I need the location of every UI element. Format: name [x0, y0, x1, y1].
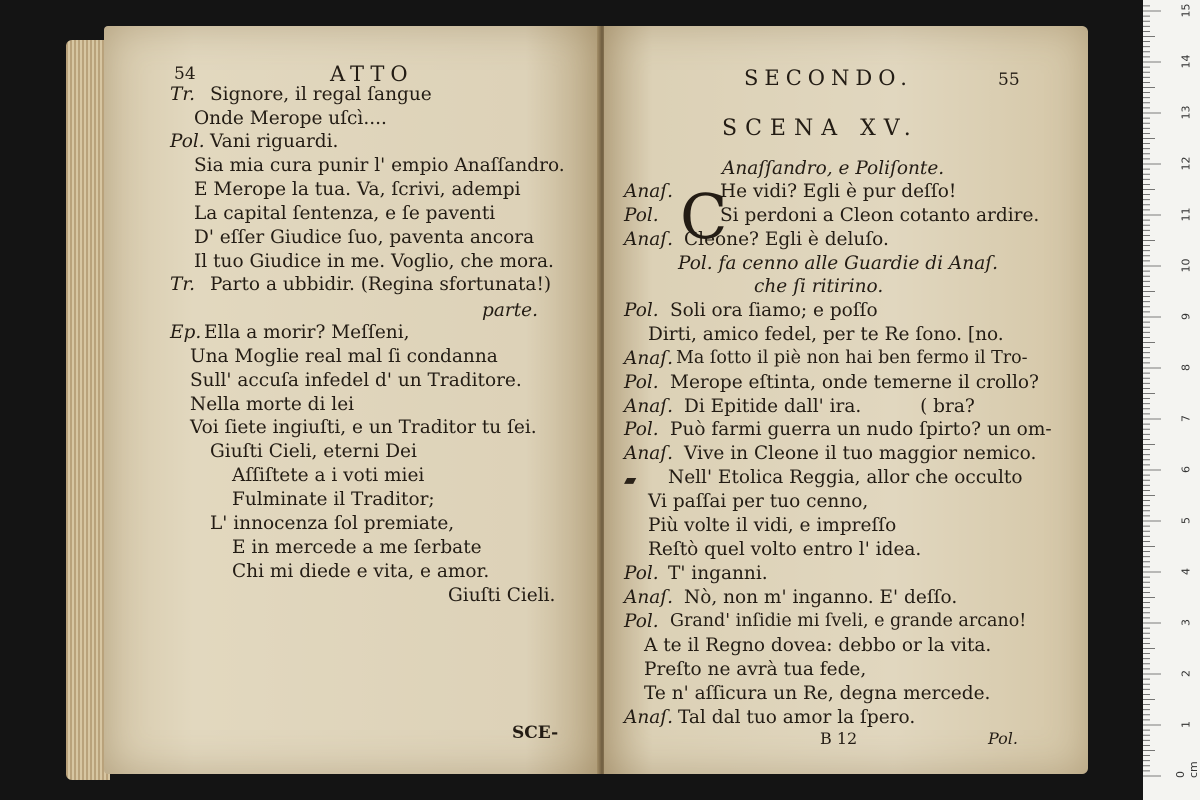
verse-line: Te n' aſſicura un Re, degna mercede. [644, 683, 991, 704]
verse-line: Sull' accuſa infedel d' un Traditore. [190, 370, 522, 391]
verse-line: A te il Regno dovea: debbo or la vita. [644, 635, 992, 656]
ruler-number: 9 [1179, 313, 1193, 320]
verse-line: Si perdoni a Cleon cotanto ardire. [720, 205, 1040, 226]
verse-line: Nò, non m' inganno. E' deſſo. [684, 587, 958, 608]
verse-line: Merope eſtinta, onde temerne il crollo? [670, 372, 1039, 393]
verse-line: He vidi? Egli è pur deſſo! [720, 181, 957, 202]
verse-line: Grand' inſidie mi ſveli, e grande arcano! [670, 611, 1027, 631]
ruler-number: 4 [1179, 568, 1193, 575]
speaker-label: Anaſ. [624, 587, 674, 608]
verse-line: Può farmi guerra un nudo ſpirto? un om- [670, 419, 1052, 440]
verse-line: T' inganni. [668, 563, 768, 584]
verse-line: Vani riguardi. [210, 131, 339, 152]
speaker-label: Pol. [624, 419, 659, 440]
verse-line: Fulminate il Traditor; [232, 489, 435, 510]
ruler-number: 14 [1179, 54, 1193, 69]
verse-line: Voi ſiete ingiuſti, e un Traditor tu ſei. [190, 417, 537, 438]
ink-blot: ▰ [624, 470, 637, 489]
running-head: SECONDO. [744, 66, 913, 90]
stage-direction: Pol. fa cenno alle Guardie di Anaſ. [678, 253, 998, 274]
verse-line: E in mercede a me ſerbate [232, 537, 482, 558]
left-page [104, 26, 600, 774]
speaker-label: Anaſ. [624, 348, 674, 369]
ruler-number: 11 [1179, 207, 1193, 222]
verse-line: L' innocenza ſol premiate, [210, 513, 455, 534]
speaker-label: Pol. [624, 300, 659, 321]
verse-line: Parto a ubbidir. (Regina sfortunata!) [210, 274, 552, 295]
ruler-number: 13 [1179, 105, 1193, 120]
verse-line: La capital ſentenza, e ſe paventi [194, 203, 496, 224]
verse-line: Giuſti Cieli. [448, 585, 556, 606]
ruler-number: 1 [1179, 721, 1193, 728]
verse-line: Nell' Etolica Reggia, allor che occulto [668, 467, 1023, 488]
ruler-number: 3 [1179, 619, 1193, 626]
verse-line: Più volte il vidi, e impreſſo [648, 515, 897, 536]
speaker-label: Ep. [170, 322, 202, 343]
speaker-label: Anaſ. [624, 229, 674, 250]
verse-line: Ella a morir? Meſſeni, [204, 322, 410, 343]
verse-line: Onde Merope uſcì.... [194, 108, 387, 129]
verse-line: Una Moglie real mal ſi condanna [190, 346, 498, 367]
page-number: 55 [998, 70, 1020, 90]
speaker-label: Anaſ. [624, 707, 674, 728]
speaker-label: Tr. [170, 84, 196, 105]
catchword: SCE- [512, 723, 559, 743]
character-list: Anaſſandro, e Poliſonte. [722, 158, 945, 179]
verse-line: Soli ora ſiamo; e poſſo [670, 300, 878, 321]
verse-line: Sia mia cura punir l' empio Anaſſandro. [194, 155, 565, 176]
drop-capital: C [680, 180, 728, 253]
verse-line: Nella morte di lei [190, 394, 355, 415]
ruler-number: 5 [1179, 517, 1193, 524]
verse-line: Chi mi diede e vita, e amor. [232, 561, 490, 582]
speaker-label: Tr. [170, 274, 196, 295]
ruler-number: 15 [1179, 3, 1193, 18]
ruler-number: 8 [1179, 364, 1193, 371]
ruler-unit-label: 0 cm [1174, 761, 1200, 778]
verse-line: Dirti, amico fedel, per te Re ſono. [no. [648, 324, 1004, 345]
verse-line: Tal dal tuo amor la ſpero. [678, 707, 916, 728]
signature-mark: B 12 [820, 729, 858, 748]
speaker-label: Pol. [624, 372, 659, 393]
stage-direction: che ſi ritirino. [754, 276, 884, 297]
verse-line: E Merope la tua. Va, ſcrivi, adempi [194, 179, 521, 200]
scene-title: SCENA XV. [722, 116, 919, 141]
verse-line: Vi paſſai per tuo cenno, [648, 491, 869, 512]
running-head: ATTO [330, 62, 414, 86]
ruler-number: 10 [1179, 258, 1193, 273]
speaker-label: Pol. [170, 131, 205, 152]
verse-line: Aſſiſtete a i voti miei [232, 465, 425, 486]
right-page [604, 26, 1088, 774]
ruler-number: 6 [1179, 466, 1193, 473]
speaker-label: Pol. [624, 611, 659, 632]
ruler-number: 7 [1179, 415, 1193, 422]
ruler-number: 2 [1179, 670, 1193, 677]
verse-line: Signore, il regal ſangue [210, 84, 432, 105]
verse-line: Ma ſotto il piè non hai ben fermo il Tro- [676, 348, 1028, 368]
page-number: 54 [174, 64, 196, 84]
catchword: Pol. [988, 729, 1018, 748]
speaker-label: Anaſ. [624, 443, 674, 464]
speaker-label: Anaſ. [624, 396, 674, 417]
verse-line: Di Epitide dall' ira. ( bra? [684, 396, 975, 417]
speaker-label: Pol. [624, 563, 659, 584]
verse-line: Preſto ne avrà tua fede, [644, 659, 867, 680]
verse-line: Reſtò quel volto entro l' idea. [648, 539, 922, 560]
speaker-label: Anaſ. [624, 181, 674, 202]
verse-line: Giuſti Cieli, eterni Dei [210, 441, 417, 462]
stage-direction: parte. [482, 300, 538, 321]
verse-line: Cleone? Egli è deluſo. [684, 229, 889, 250]
speaker-label: Pol. [624, 205, 659, 226]
verse-line: D' eſſer Giudice ſuo, paventa ancora [194, 227, 535, 248]
verse-line: Vive in Cleone il tuo maggior nemico. [684, 443, 1037, 464]
verse-line: Il tuo Giudice in me. Voglio, che mora. [194, 251, 554, 272]
ruler-number: 12 [1179, 156, 1193, 171]
